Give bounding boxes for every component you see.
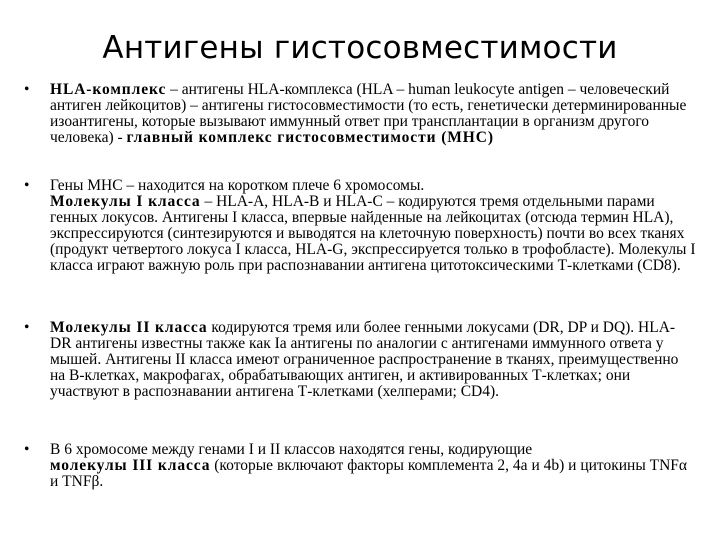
text-run: – антигены HLA-комплекса (HLA – human leukocyte antigen – человеческий антиген лейкоцитов) – антигены гистосовместимости (то есть, генетически детерминированные изоантигены, которые вызывают иммунный ответ при трансплантации в организм другого человека) - [50, 81, 687, 146]
bullet-marker: • [24, 319, 30, 336]
term-class-1: Молекулы I класса [50, 192, 201, 210]
text-run: В 6 хромосоме между генами I и II классов находятся гены, кодирующие [50, 441, 533, 458]
bullet-marker: • [24, 441, 30, 458]
slide-title: Антигены гистосовместимости [102, 30, 618, 66]
text-run: кодируются тремя или более генными локусами (DR, DP и DQ). HLA-DR антигены известны также как Ia антигены по аналогии с антигенами иммунного ответа у мышей. Антигены II класса имеют ограниченное распространение в тканях, преимущественно на В-клетках, макрофагах, обрабатывающих антиген, и активированных Т-клетках; они участвуют в распознавании антигена Т-клетками (хелперами; CD4). [50, 319, 679, 400]
bullet-text [50, 442, 696, 490]
bullet-marker: • [24, 81, 30, 98]
term-mhc: главный комплекс гистосовместимости (МНС) [126, 128, 494, 146]
term-class-3: молекулы III класса [50, 456, 211, 474]
text-run: Гены МНС – находится на коротком плече 6 хромосомы. [50, 177, 425, 194]
term-class-2: Молекулы II класса [50, 319, 208, 336]
bullet-text [50, 178, 696, 273]
text-run: – HLA-A, HLA-B и HLA-C – кодируются тремя отдельными парами генных локусов. Антигены I класса, впервые найденные на лейкоцитах (отсюда термин HLA), экспрессируются (синтезируются и выводятся на клеточную поверхность) почти во всех тканях (продукт четвертого локуса I класса, HLA-G, экспрессируется только в трофобласте). Молекулы I класса играют важную роль при распознавании антигена цитотоксическими Т-клетками (CD8). [50, 192, 696, 274]
bullet-text [50, 320, 696, 400]
text-run: (которые включают факторы комплемента 2, 4a и 4b) и цитокины TNFα и TNFβ. [50, 456, 688, 490]
term-hla-complex: HLA-комплекс [50, 81, 167, 98]
bullet-text [50, 82, 696, 146]
bullet-marker: • [24, 177, 30, 194]
